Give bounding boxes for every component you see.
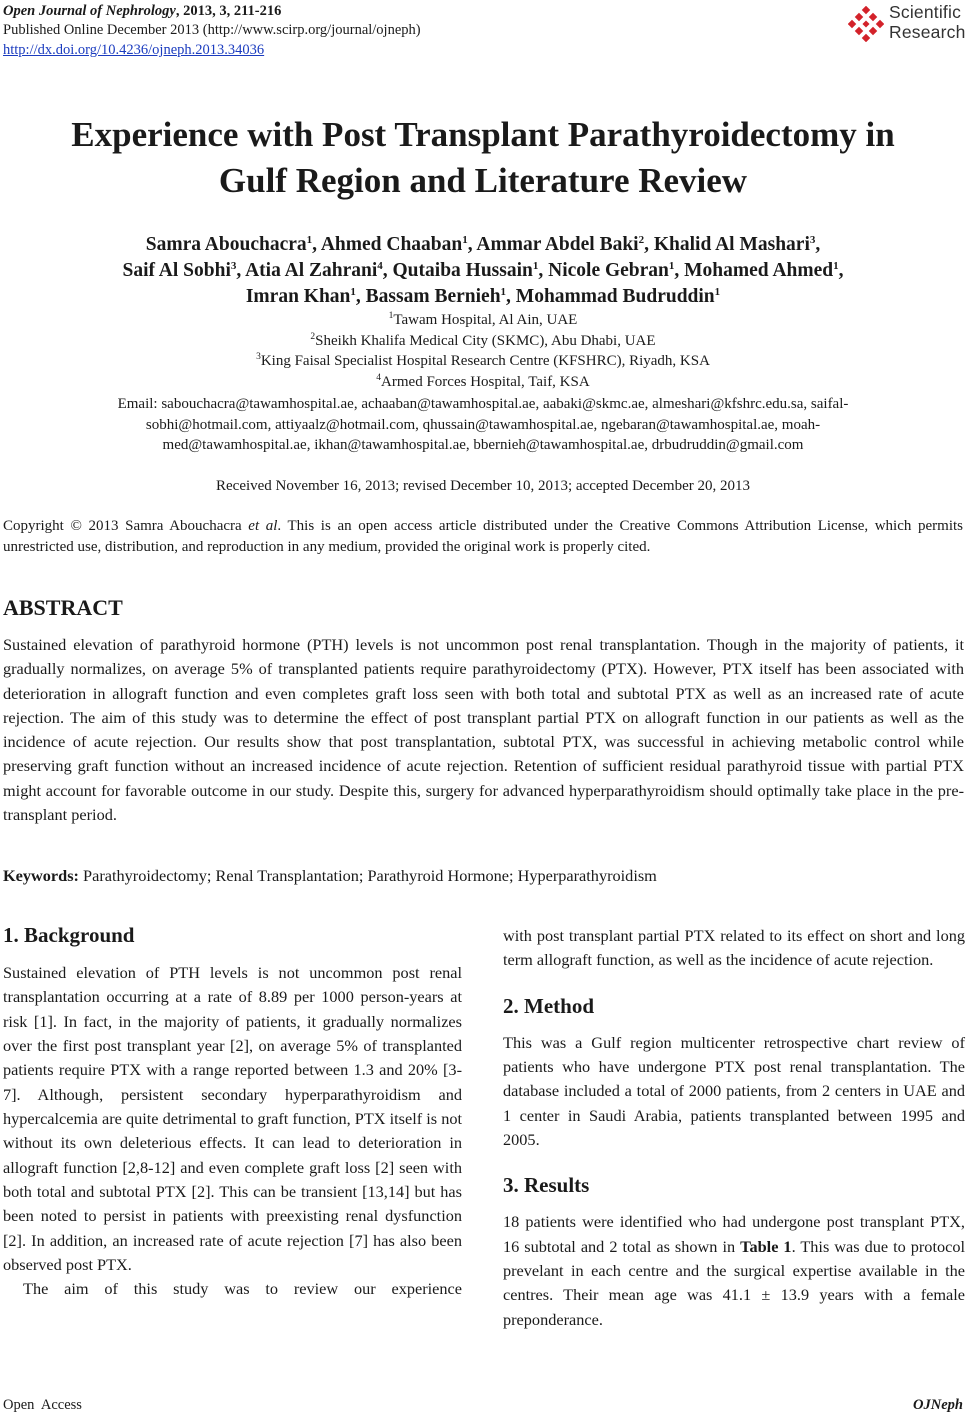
background-paragraph-1: Sustained elevation of PTH levels is not uncommon post renal transplantation occurring at a rate of 8.89 per 1000 person-years at risk [1]. In fact, in the majority of patients, it gradually normalizes over the first post transplant year [2], on average 5% of transplanted patients require PTX with a range reported between 1.3 and 20% [3-7]. Although, persistent secondary hyperparathyroidism and hypercalcemia are quite detrimental to graft function, PTX itself is not without its own deleterious effects. It can lead to deterioration in allograft function [2,8-12] and even complete graft loss [2] seen with both total and subtotal PTX [2]. This can be transient [13,14] but has been noted to persist in patients with preexisting renal dysfunction [2]. In addition, an increased rate of acute rejection [7] has also been observed post PTX. (3, 963, 462, 1275)
left-column (3, 922, 462, 1302)
author-affiliation-sup: 1 (350, 286, 356, 298)
results-text: 18 patients were identified who had undergone post transplant PTX, 16 subtotal and 2 total as shown in (503, 1212, 965, 1256)
author-affiliation-sup: 2 (638, 234, 645, 246)
author-separator: , (644, 234, 654, 255)
affiliation-text: King Faisal Specialist Hospital Research Centre (KFSHRC), Riyadh, KSA (260, 353, 710, 369)
author-affiliation-sup: 4 (377, 260, 383, 272)
author-separator: , (674, 260, 685, 281)
logo-line-1: Scientific (889, 2, 962, 22)
abstract-text: Sustained elevation of parathyroid hormone (PTH) levels is not uncommon post renal transplantation. Though in the majority of patients, it gradually normalizes, on average 5% of transplanted patients require parathyroidectomy (PTX). However, PTX itself has been associated with deterioration in allograft function and even completes graft loss seen with both total and subtotal PTX as well as an increased rate of acute rejection. The aim of this study was to determine the effect of post transplant partial PTX on allograft function in our patients as well as the incidence of acute rejection. Our results show that post transplantation, subtotal PTX, was successful in achieving metabolic control while preserving graft function without an increased incidence of acute rejection. Retention of sufficient residual parathyroid tissue with partial PTX might account for favorable outcome in our study. Despite this, surgery for advanced hyperparathyroidism should optimally take place in the pre-transplant period. (3, 635, 964, 825)
author-name: Khalid Al Mashari (653, 234, 810, 255)
author-affiliation-sup: 1 (532, 260, 539, 272)
copyright-text: Copyright © 2013 Samra Abouchacra (3, 518, 249, 534)
affiliation-sup: 1 (388, 311, 394, 321)
paper-title (0, 112, 966, 204)
journal-citation (3, 2, 281, 21)
affiliation-sup: 4 (376, 372, 382, 383)
keywords-label: Keywords: (3, 866, 79, 885)
author-list (0, 232, 966, 310)
author-separator: , (838, 260, 844, 281)
affiliation-list (0, 310, 966, 392)
author-affiliation-sup: 1 (306, 234, 313, 246)
section-heading-method: 2. Method (503, 993, 594, 1018)
email-line: sobhi@hotmail.com, attiyaalz@hotmail.com, qhussain@tawamhospital.ae, ngebaran@tawamhospital.ae, moah- (145, 416, 821, 433)
affiliation-text: Armed Forces Hospital, Taif, KSA (381, 373, 590, 390)
method-paragraph: This was a Gulf region multicenter retrospective chart review of patients who have undergone PTX post renal transplantation. The database included a total of 2000 patients, from 2 centers in UAE and 1 center in Saudi Arabia, patients transplanted between 1995 and 2005. (503, 1032, 965, 1150)
author-name: Saif Al Sobhi (122, 260, 231, 281)
copyright-notice (3, 516, 963, 558)
email-line: Email: sabouchacra@tawamhospital.ae, achaaban@tawamhospital.ae, aabaki@skmc.ae, almeshari@kfshrc.edu.sa, saifal- (117, 396, 849, 412)
journal-name: Open Journal of Nephrology (3, 3, 176, 19)
footer-journal-abbrev: OJNeph (913, 1397, 963, 1413)
received-dates: Received November 16, 2013; revised December 10, 2013; accepted December 20, 2013 (216, 478, 750, 494)
author-affiliation-sup: 1 (462, 234, 468, 246)
email-line: med@tawamhospital.ae, ikhan@tawamhospital.ae, bbernieh@tawamhospital.ae, drbudruddin@gmail.com (162, 437, 804, 453)
author-affiliation-sup: 1 (714, 286, 721, 298)
author-separator: , (815, 234, 821, 255)
author-name: Atia Al Zahrani (245, 260, 378, 281)
author-name: Qutaiba Hussain (392, 260, 533, 281)
email-block (30, 394, 936, 456)
author-name: Ahmed Chaaban (320, 234, 463, 255)
affiliation-item (0, 351, 966, 372)
affiliation-item (0, 310, 966, 331)
author-name: Samra Abouchacra (145, 234, 307, 255)
author-line-3 (0, 284, 966, 310)
affiliation-sup: 2 (310, 331, 316, 342)
author-name: Imran Khan (245, 286, 351, 307)
affiliation-item (0, 331, 966, 352)
author-line-2 (0, 258, 966, 284)
author-name: Mohamed Ahmed (684, 260, 834, 281)
affiliation-text: Sheikh Khalifa Medical City (SKMC), Abu Dhabi, UAE (315, 332, 656, 349)
author-line-1 (0, 232, 966, 258)
author-separator: , (538, 260, 549, 281)
publisher-logo (848, 2, 966, 46)
right-column (503, 924, 965, 1332)
keywords (3, 865, 964, 887)
author-separator: , (236, 260, 246, 281)
logo-line-2: Research (889, 22, 966, 42)
footer-open-access: Open Access (3, 1397, 82, 1413)
affiliation-item (0, 372, 966, 393)
author-separator: , (382, 260, 393, 281)
author-affiliation-sup: 1 (500, 286, 507, 298)
author-name: Nicole Gebran (548, 260, 669, 281)
title-line-1: Experience with Post Transplant Parathyroidectomy in (71, 115, 895, 154)
affiliation-text: Tawam Hospital, Al Ain, UAE (393, 312, 578, 328)
section-heading-results: 3. Results (503, 1173, 590, 1198)
abstract-heading: ABSTRACT (3, 595, 123, 620)
author-name: Bassam Bernieh (365, 286, 501, 307)
title-line-2: Gulf Region and Literature Review (218, 161, 748, 200)
table-1-reference[interactable]: Table 1 (740, 1236, 792, 1256)
published-online: Published Online December 2013 (http://www.scirp.org/journal/ojneph) (3, 22, 421, 38)
author-separator: , (312, 234, 321, 255)
journal-volume: , 2013, 3, 211-216 (175, 3, 282, 19)
doi-link[interactable]: http://dx.doi.org/10.4236/ojneph.2013.34036 (3, 42, 265, 58)
scientific-research-logo-icon (848, 6, 884, 42)
author-affiliation-sup: 1 (833, 260, 839, 272)
author-affiliation-sup: 3 (230, 260, 237, 272)
author-affiliation-sup: 1 (668, 260, 675, 272)
section-heading-background: 1. Background (3, 923, 135, 947)
logo-text (889, 2, 966, 42)
background-paragraph-2: The aim of this study was to review our experience (23, 1279, 462, 1299)
keywords-text: Parathyroidectomy; Renal Transplantation; Parathyroid Hormone; Hyperparathyroidism (78, 866, 657, 885)
copyright-text-cont: . This is an open access article distributed under the Creative Commons Attribution License, which permits unrestricted use, distribution, and reproduction in any medium, provided the original work is properly cited. (3, 518, 963, 555)
author-affiliation-sup: 3 (809, 234, 816, 246)
author-separator: , (467, 234, 477, 255)
author-name: Mohammad Budruddin (515, 286, 715, 307)
author-name: Ammar Abdel Baki (476, 234, 639, 255)
results-text-cont: . This was due to protocol prevelant in each centre and the surgical expertise available in the centres. Their mean age was 41.1 ± 13.9 years with a female preponderance. (503, 1236, 965, 1329)
affiliation-sup: 3 (256, 352, 261, 362)
background-paragraph-2-cont: with post transplant partial PTX related to its effect on short and long term allograft function, as well as the incidence of acute rejection. (503, 926, 965, 970)
results-paragraph (503, 1210, 965, 1332)
et-al: et al (248, 518, 278, 534)
author-separator: , (506, 286, 516, 307)
author-separator: , (355, 286, 366, 307)
